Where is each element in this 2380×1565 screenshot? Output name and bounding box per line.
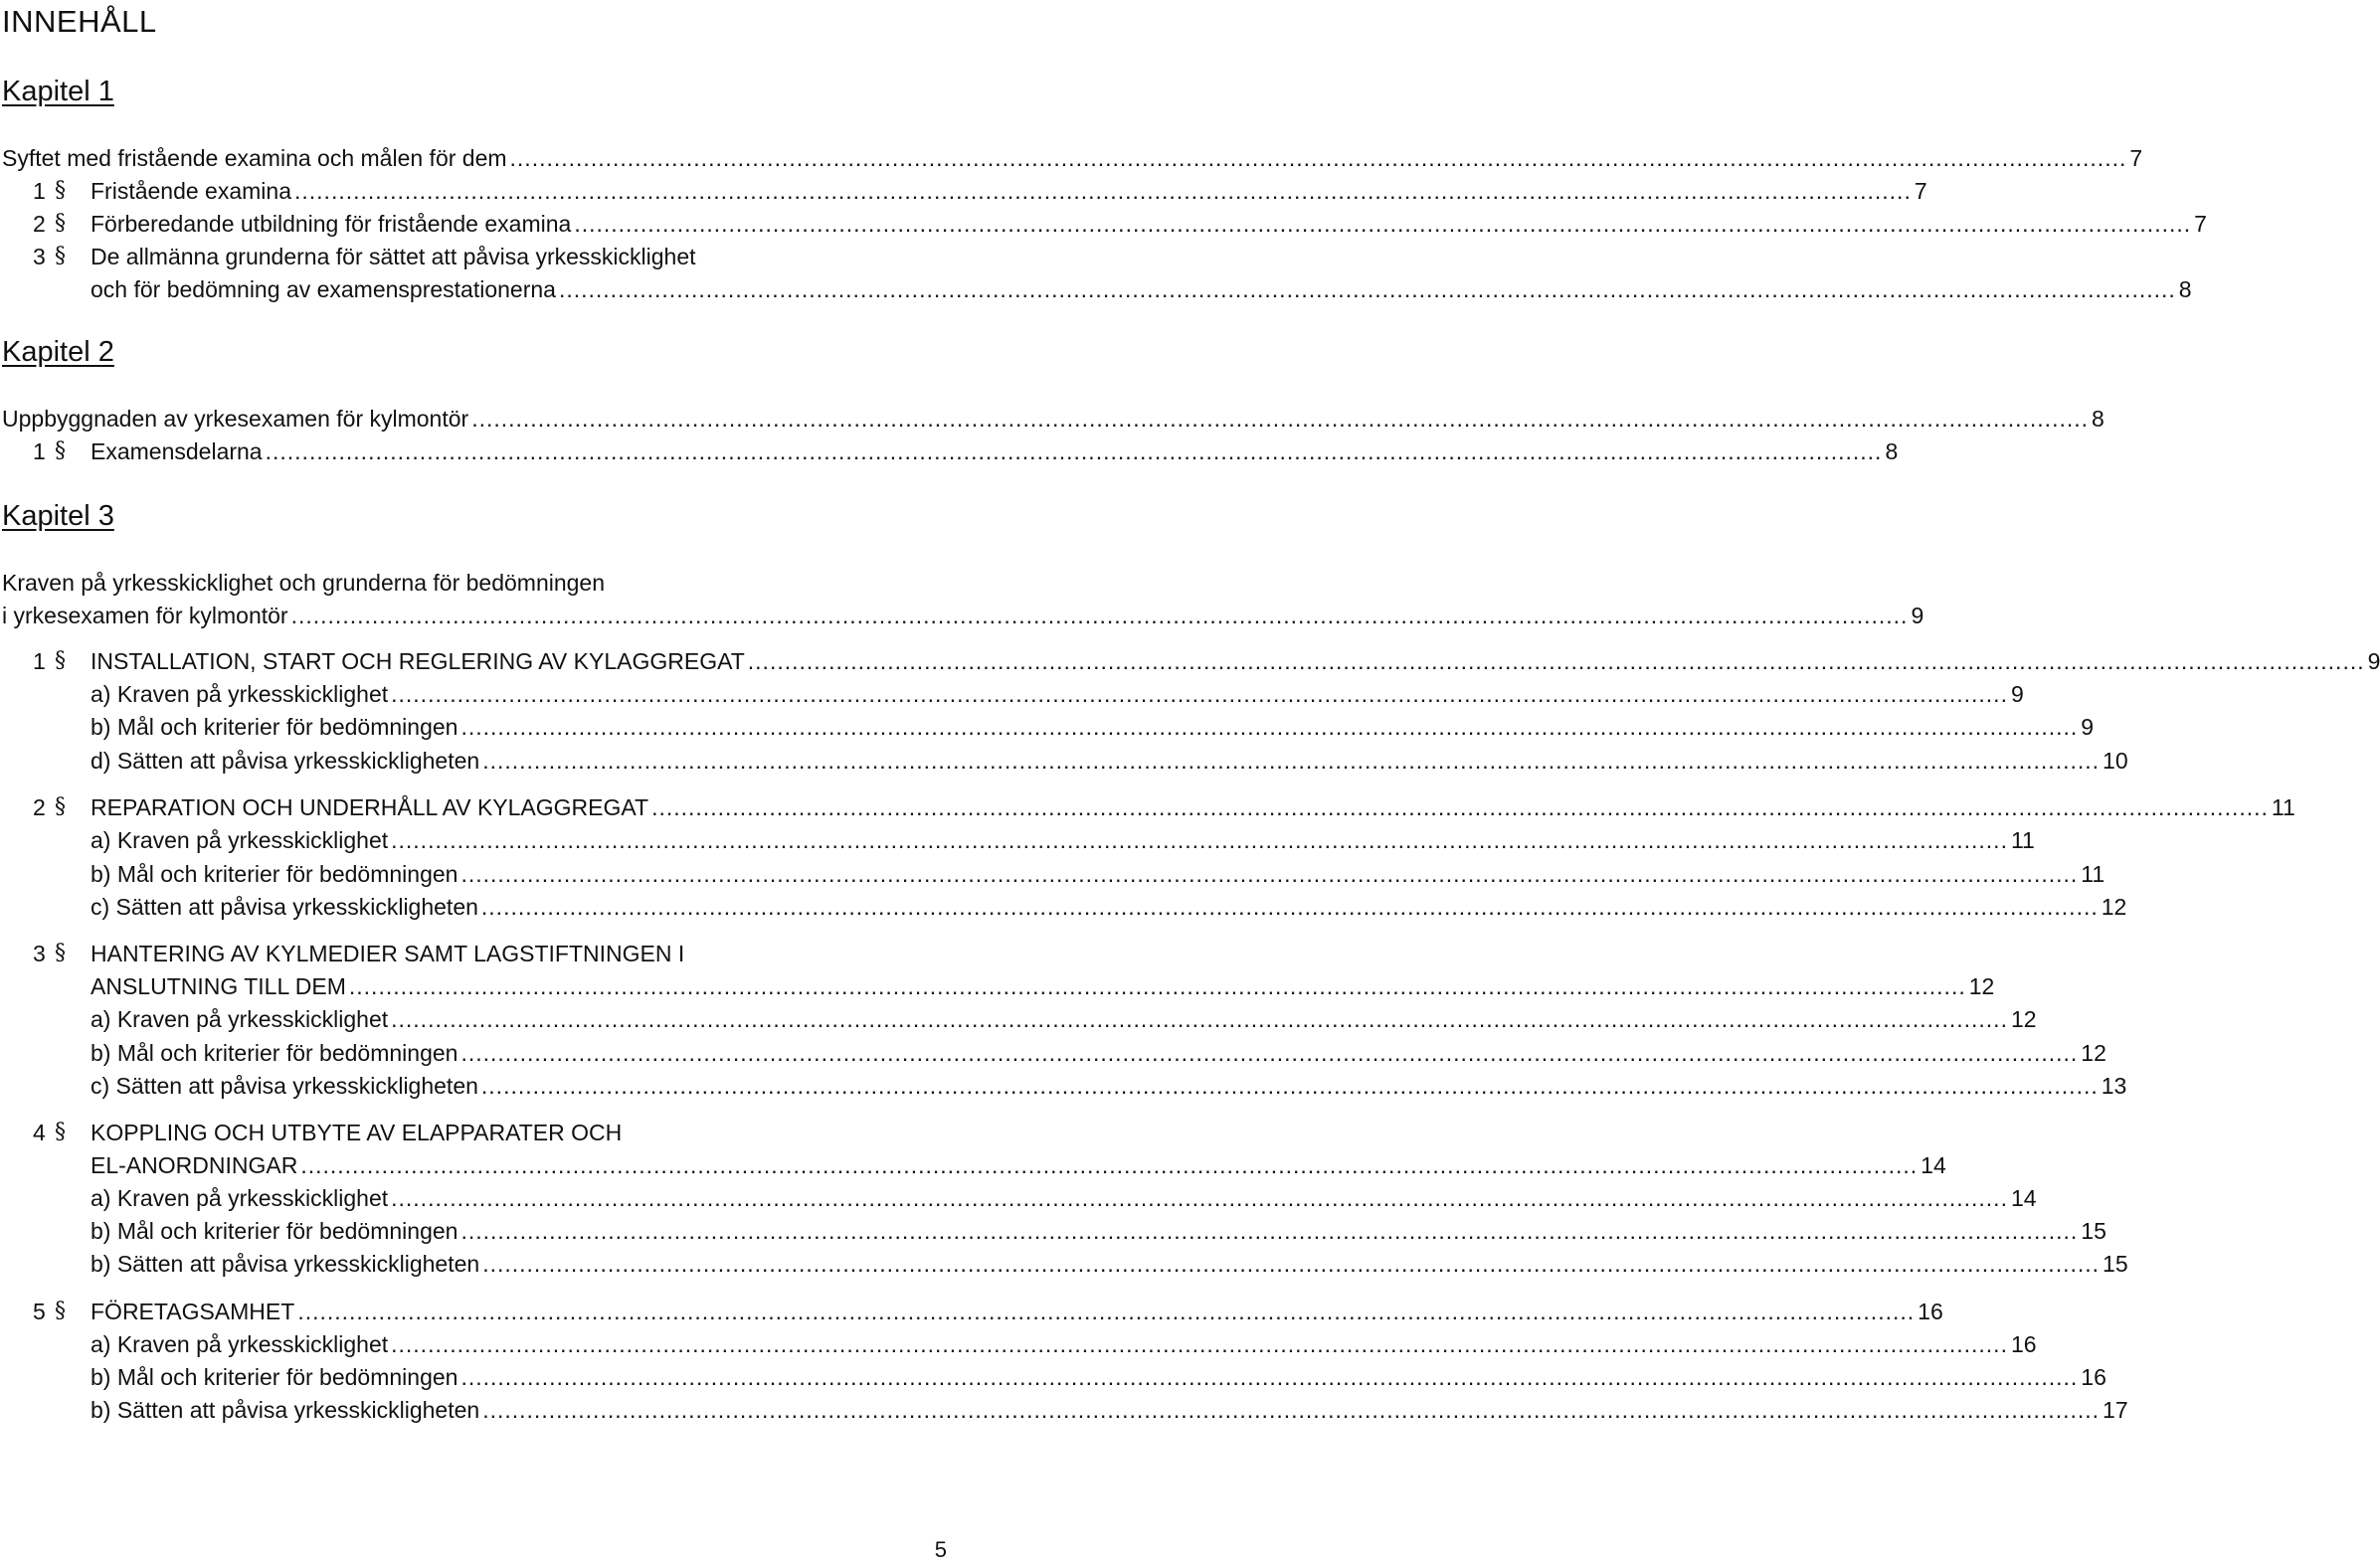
- entry-title: b) Mål och kriterier för bedömningen: [91, 714, 458, 740]
- entry-title: a) Kraven på yrkesskicklighet: [91, 1185, 389, 1211]
- entry-title: a) Kraven på yrkesskicklighet: [91, 681, 389, 707]
- entry-page-number: 12: [2010, 1006, 2037, 1032]
- entry-title: a) Kraven på yrkesskicklighet: [91, 827, 389, 853]
- dot-leader: ............................................................................................................................................................................................................................: [391, 1331, 2008, 1357]
- page-number: 5: [934, 1537, 947, 1562]
- chapter-intro-entry[interactable]: [2, 603, 1924, 636]
- entry-page-number: 8: [1885, 438, 1899, 464]
- entry-page-number: 9: [1911, 603, 1924, 628]
- section-entry[interactable]: [33, 941, 950, 974]
- entry-title: Examensdelarna: [91, 438, 263, 464]
- dot-leader: ............................................................................................................................................................................................................................: [460, 714, 2079, 740]
- dot-leader: ............................................................................................................................................................................................................................: [460, 861, 2079, 887]
- dot-leader: ............................................................................................................................................................................................................................: [480, 1073, 2099, 1099]
- chapter-heading: Kapitel 2: [2, 336, 114, 368]
- entry-title: b) Mål och kriterier för bedömningen: [91, 1218, 458, 1244]
- subsection-entry[interactable]: [91, 894, 2127, 928]
- entry-title: EL-ANORDNINGAR: [91, 1152, 298, 1178]
- entry-page-number: 7: [2129, 145, 2143, 171]
- section-number: 1: [33, 438, 46, 464]
- entry-title: b) Mål och kriterier för bedömningen: [91, 1040, 458, 1066]
- section-sign-icon: §: [55, 941, 66, 965]
- dot-leader: ............................................................................................................................................................................................................................: [300, 1152, 1919, 1178]
- dot-leader: ............................................................................................................................................................................................................................: [391, 1185, 2008, 1211]
- section-sign-icon: §: [55, 244, 66, 268]
- entry-page-number: 12: [2081, 1040, 2106, 1066]
- dot-leader: ............................................................................................................................................................................................................................: [482, 748, 2101, 774]
- entry-title: b) Sätten att påvisa yrkesskickligheten: [91, 1397, 480, 1423]
- entry-page-number: 15: [2103, 1251, 2128, 1277]
- subsection-entry[interactable]: [91, 748, 2128, 782]
- section-number: 1: [33, 648, 46, 674]
- entry-page-number: 9: [2010, 681, 2024, 707]
- entry-page-number: 9: [2367, 648, 2380, 674]
- dot-leader: ............................................................................................................................................................................................................................: [391, 827, 2008, 853]
- dot-leader: ............................................................................................................................................................................................................................: [480, 894, 2099, 920]
- entry-page-number: 17: [2103, 1397, 2128, 1423]
- entry-page-number: 11: [2081, 861, 2105, 887]
- entry-page-number: 11: [2271, 794, 2295, 820]
- entry-title: De allmänna grunderna för sättet att påvisa yrkesskicklighet: [91, 244, 696, 269]
- entry-page-number: 7: [2194, 211, 2207, 237]
- entry-title: Syftet med fristående examina och målen för dem: [2, 145, 507, 171]
- subsection-entry[interactable]: [91, 861, 2105, 895]
- chapter-intro-line[interactable]: [2, 570, 950, 604]
- section-sign-icon: §: [55, 438, 66, 463]
- subsection-entry[interactable]: [91, 1251, 2128, 1285]
- dot-leader: ............................................................................................................................................................................................................................: [471, 406, 2090, 432]
- section-sign-icon: §: [55, 648, 66, 673]
- entry-page-number: 14: [1921, 1152, 1946, 1178]
- entry-title: c) Sätten att påvisa yrkesskickligheten: [91, 894, 478, 920]
- entry-page-number: 14: [2010, 1185, 2037, 1211]
- page-title: INNEHÅLL: [2, 4, 157, 39]
- entry-title: KOPPLING OCH UTBYTE AV ELAPPARATER OCH: [91, 1120, 623, 1145]
- section-number: 3: [33, 244, 46, 269]
- entry-page-number: 7: [1914, 178, 1927, 204]
- section-number: 2: [33, 211, 46, 237]
- section-entry[interactable]: [33, 1120, 950, 1153]
- entry-page-number: 11: [2010, 827, 2035, 853]
- dot-leader: ............................................................................................................................................................................................................................: [294, 178, 1912, 204]
- entry-title: Fristående examina: [91, 178, 291, 204]
- chapter-intro-entry[interactable]: [2, 145, 2143, 179]
- subsection-entry[interactable]: [91, 1040, 2106, 1074]
- entry-page-number: 8: [2178, 276, 2192, 302]
- dot-leader: ............................................................................................................................................................................................................................: [391, 681, 2008, 707]
- dot-leader: ............................................................................................................................................................................................................................: [574, 211, 2192, 237]
- section-sign-icon: §: [55, 178, 66, 203]
- dot-leader: ............................................................................................................................................................................................................................: [460, 1040, 2079, 1066]
- section-number: 2: [33, 794, 46, 820]
- entry-title: REPARATION OCH UNDERHÅLL AV KYLAGGREGAT: [91, 794, 649, 820]
- dot-leader: ............................................................................................................................................................................................................................: [290, 603, 1909, 628]
- entry-title: i yrkesexamen för kylmontör: [2, 603, 288, 628]
- entry-title: c) Sätten att påvisa yrkesskickligheten: [91, 1073, 478, 1099]
- subsection-entry[interactable]: [91, 1364, 2106, 1398]
- entry-page-number: 16: [2010, 1331, 2037, 1357]
- entry-title: Förberedande utbildning för fristående examina: [91, 211, 572, 237]
- dot-leader: ............................................................................................................................................................................................................................: [297, 1299, 1916, 1324]
- subsection-entry[interactable]: [91, 827, 2035, 861]
- section-number: 5: [33, 1299, 46, 1324]
- entry-title: a) Kraven på yrkesskicklighet: [91, 1331, 389, 1357]
- section-sign-icon: §: [55, 794, 66, 819]
- entry-title: Kraven på yrkesskicklighet och grunderna för bedömningen: [2, 570, 606, 596]
- entry-page-number: 15: [2081, 1218, 2106, 1244]
- entry-page-number: 9: [2081, 714, 2095, 740]
- subsection-entry[interactable]: [91, 1331, 2037, 1365]
- entry-page-number: 12: [1968, 973, 1995, 999]
- entry-page-number: 12: [2101, 894, 2127, 920]
- entry-title: Uppbyggnaden av yrkesexamen för kylmontör: [2, 406, 469, 432]
- section-sign-icon: §: [55, 1120, 66, 1144]
- entry-page-number: 10: [2103, 748, 2128, 774]
- section-number: 1: [33, 178, 46, 204]
- entry-title: HANTERING AV KYLMEDIER SAMT LAGSTIFTNINGEN I: [91, 941, 685, 966]
- section-sign-icon: §: [55, 1299, 66, 1323]
- dot-leader: ............................................................................................................................................................................................................................: [482, 1251, 2101, 1277]
- section-entry[interactable]: [33, 244, 950, 277]
- section-number: 3: [33, 941, 46, 966]
- dot-leader: ............................................................................................................................................................................................................................: [509, 145, 2127, 171]
- entry-title: d) Sätten att påvisa yrkesskickligheten: [91, 748, 480, 774]
- entry-title: b) Sätten att påvisa yrkesskickligheten: [91, 1251, 480, 1277]
- dot-leader: ............................................................................................................................................................................................................................: [651, 794, 2269, 820]
- entry-title: b) Mål och kriterier för bedömningen: [91, 861, 458, 887]
- subsection-entry[interactable]: [91, 1185, 2037, 1219]
- entry-title: ANSLUTNING TILL DEM: [91, 973, 346, 999]
- dot-leader: ............................................................................................................................................................................................................................: [460, 1218, 2079, 1244]
- chapter-heading: Kapitel 1: [2, 76, 114, 107]
- section-entry[interactable]: [33, 438, 1899, 472]
- dot-leader: ............................................................................................................................................................................................................................: [747, 648, 2365, 674]
- entry-page-number: 8: [2092, 406, 2105, 432]
- section-sign-icon: §: [55, 211, 66, 236]
- section-number: 4: [33, 1120, 46, 1145]
- entry-title: INSTALLATION, START OCH REGLERING AV KYLAGGREGAT: [91, 648, 745, 674]
- entry-title: a) Kraven på yrkesskicklighet: [91, 1006, 389, 1032]
- section-entry[interactable]: [33, 648, 2380, 682]
- entry-title: och för bedömning av examensprestationerna: [91, 276, 556, 302]
- dot-leader: ............................................................................................................................................................................................................................: [265, 438, 1883, 464]
- entry-page-number: 13: [2101, 1073, 2127, 1099]
- entry-page-number: 16: [2081, 1364, 2106, 1390]
- dot-leader: ............................................................................................................................................................................................................................: [391, 1006, 2008, 1032]
- dot-leader: ............................................................................................................................................................................................................................: [482, 1397, 2101, 1423]
- section-entry[interactable]: [33, 178, 1927, 212]
- dot-leader: ............................................................................................................................................................................................................................: [348, 973, 1966, 999]
- section-entry[interactable]: [33, 794, 2295, 828]
- subsection-entry[interactable]: [91, 714, 2095, 748]
- entry-title: FÖRETAGSAMHET: [91, 1299, 295, 1324]
- subsection-entry[interactable]: [91, 1218, 2106, 1252]
- subsection-entry[interactable]: [91, 1397, 2128, 1431]
- subsection-entry[interactable]: [91, 1006, 2037, 1040]
- dot-leader: ............................................................................................................................................................................................................................: [460, 1364, 2079, 1390]
- entry-page-number: 16: [1918, 1299, 1943, 1324]
- section-entry[interactable]: [33, 1299, 1943, 1332]
- subsection-entry[interactable]: [91, 681, 2024, 715]
- section-entry-continued[interactable]: [91, 973, 1995, 1007]
- chapter-heading: Kapitel 3: [2, 500, 114, 532]
- chapter-intro-entry[interactable]: [2, 406, 2105, 439]
- dot-leader: ............................................................................................................................................................................................................................: [558, 276, 2176, 302]
- entry-title: b) Mål och kriterier för bedömningen: [91, 1364, 458, 1390]
- section-entry-continued[interactable]: [91, 276, 2192, 310]
- section-entry[interactable]: [33, 211, 2207, 245]
- subsection-entry[interactable]: [91, 1073, 2127, 1107]
- section-entry-continued[interactable]: [91, 1152, 1946, 1186]
